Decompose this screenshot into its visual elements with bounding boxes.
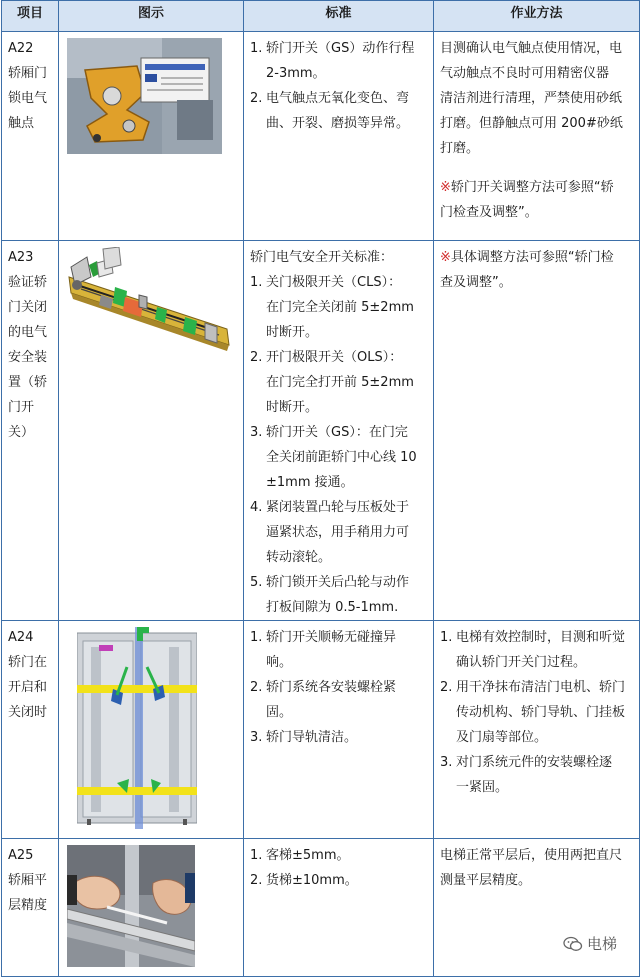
table-row: [2, 621, 640, 839]
list-item: 2. 轿门系统各安装螺栓紧 固。: [250, 680, 397, 720]
maintenance-table: [1, 0, 640, 977]
list-item: 2. 电气触点无氧化变色、弯 曲、开裂、磨损等异常。: [250, 91, 410, 131]
item-name: 触点: [8, 116, 35, 131]
reference-note: ※轿门开关调整方法可参照“轿 门检查及调整”。: [440, 180, 614, 220]
image-cell: [59, 32, 244, 241]
reference-note: ※具体调整方法可参照“轿门检 查及调整”。: [440, 250, 614, 290]
item-name: 轿厢门: [8, 66, 48, 81]
table-row: [2, 241, 640, 621]
door-contact-photo: [67, 38, 222, 154]
item-name: 层精度: [8, 898, 48, 913]
method-text: 清洁剂进行清理，严禁使用砂纸: [440, 91, 623, 106]
list-item: 4. 紧闭装置凸轮与压板处于 逼紧状态，用手稍用力可 转动滚轮。: [250, 500, 410, 565]
method-cell: [434, 32, 640, 241]
standard-cell: [244, 839, 434, 977]
item-name: 验证轿: [8, 275, 48, 290]
standard-cell: [244, 621, 434, 839]
list-item: 2. 用干净抹布清洁门电机、轿门 传动机构、轿门导轨、门挂板 及门扇等部位。: [440, 680, 626, 745]
method-text: 气动触点不良时可用精密仪器: [440, 66, 610, 81]
table-row: [2, 839, 640, 977]
item-code: A22: [8, 41, 34, 56]
item-cell: [2, 839, 59, 977]
item-name: 锁电气: [8, 91, 48, 106]
method-text: 电梯正常平层后，使用两把直尺: [440, 848, 623, 863]
item-code: A23: [8, 250, 34, 265]
list-item: 1. 电梯有效控制时，目测和听觉 确认轿门开关门过程。: [440, 630, 626, 670]
table-row: [2, 32, 640, 241]
list-item: 1. 轿门开关顺畅无碰撞异 响。: [250, 630, 397, 670]
list-item: 3. 轿门导轨清洁。: [250, 730, 358, 745]
header-image: 图示: [59, 1, 244, 32]
method-cell: [434, 621, 640, 839]
item-cell: [2, 241, 59, 621]
standard-list: [250, 843, 427, 893]
method-cell: [434, 839, 640, 977]
list-item: 3. 对门系统元件的安装螺栓逐 一紧固。: [440, 755, 613, 795]
method-text: 测量平层精度。: [440, 873, 532, 888]
method-list: [440, 625, 633, 800]
item-name: 门开: [8, 400, 35, 415]
list-item: 2. 开门极限开关（OLS）： 在门完全打开前 5±2mm 时断开。: [250, 350, 414, 415]
header-method: 作业方法: [434, 1, 640, 32]
standard-cell: [244, 241, 434, 621]
item-name: 开启和: [8, 680, 48, 695]
watermark-text: 电梯: [587, 935, 618, 953]
item-name: 轿厢平: [8, 873, 48, 888]
table-header: [2, 1, 640, 32]
header-item: 项目: [2, 1, 59, 32]
standard-list: [250, 625, 427, 750]
item-name: 门关闭: [8, 300, 48, 315]
list-item: 1. 关门极限开关（CLS）： 在门完全关闭前 5±2mm 时断开。: [250, 275, 414, 340]
standard-list: [250, 36, 427, 136]
list-item: 5. 轿门锁开关后凸轮与动作 打板间隙为 0.5-1mm.: [250, 575, 410, 615]
watermark: [563, 933, 617, 954]
method-cell: [434, 241, 640, 621]
item-name: 关）: [8, 425, 35, 440]
item-cell: [2, 621, 59, 839]
item-name: 轿门在: [8, 655, 48, 670]
list-item: 3. 轿门开关（GS）：在门完 全关闭前距轿门中心线 10 ±1mm 接通。: [250, 425, 417, 490]
item-name: 安全装: [8, 350, 48, 365]
list-item: 1. 客梯±5mm。: [250, 848, 350, 863]
image-cell: [59, 621, 244, 839]
door-switch-diagram: [67, 247, 237, 359]
standard-intro: 轿门电气安全开关标准：: [250, 250, 394, 265]
method-text: 打磨。: [440, 141, 480, 156]
image-cell: [59, 839, 244, 977]
item-name: 置（轿: [8, 375, 48, 390]
list-item: 1. 轿门开关（GS）动作行程 2-3mm。: [250, 41, 415, 81]
wechat-icon: [563, 936, 583, 952]
list-item: 2. 货梯±10mm。: [250, 873, 358, 888]
image-cell: [59, 241, 244, 621]
method-text: 目测确认电气触点使用情况，电: [440, 41, 623, 56]
item-code: A25: [8, 848, 34, 863]
standard-list: [250, 270, 427, 620]
header-standard: 标准: [244, 1, 434, 32]
item-name: 关闭时: [8, 705, 48, 720]
item-name: 的电气: [8, 325, 48, 340]
leveling-measure-photo: [67, 845, 195, 967]
standard-cell: [244, 32, 434, 241]
method-text: 打磨。但静触点可用 200#砂纸: [440, 116, 623, 131]
item-cell: [2, 32, 59, 241]
car-door-photo: [77, 627, 197, 829]
item-code: A24: [8, 630, 34, 645]
